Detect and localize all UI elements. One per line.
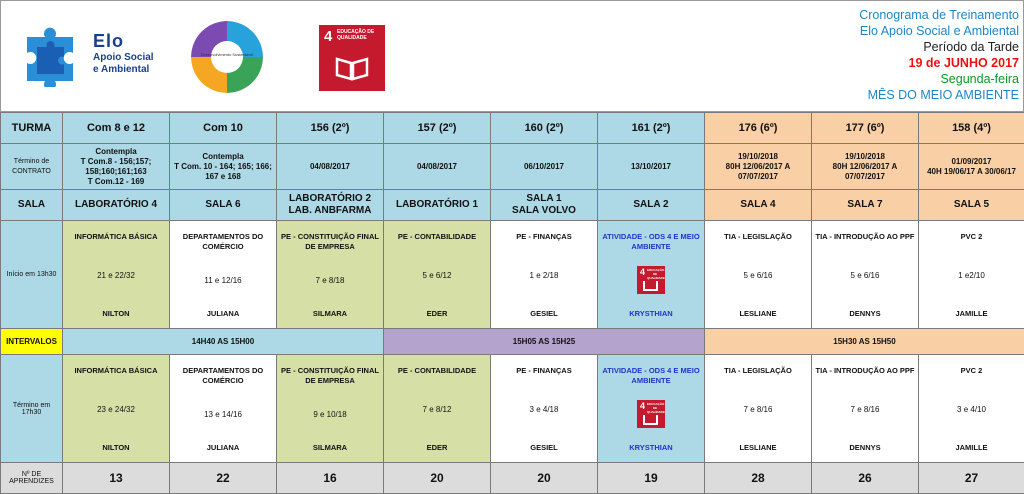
aula-instrutor: JULIANA: [207, 443, 240, 452]
turma-cell: 158 (4º): [919, 113, 1024, 144]
aula-disciplina: TIA - INTRODUÇÃO AO PPF: [815, 366, 914, 376]
sala-label: SALA: [1, 190, 63, 221]
aula-disciplina: PE - CONTABILIDADE: [398, 232, 476, 242]
aprendizes-cell: 16: [277, 463, 384, 494]
aula-disciplina: ATIVIDADE - ODS 4 E MEIO AMBIENTE: [600, 232, 702, 252]
aula-conteudo: 21 e 22/32: [97, 271, 135, 280]
aula-conteudo: 13 e 14/16: [204, 410, 242, 419]
sala-cell: SALA 7: [812, 190, 919, 221]
aula-conteudo: 23 e 24/32: [97, 405, 135, 414]
sala-cell: SALA 4: [705, 190, 812, 221]
aula-disciplina: PVC 2: [961, 366, 983, 376]
header-org: Elo Apoio Social e Ambiental: [859, 23, 1019, 39]
aula-disciplina: ATIVIDADE - ODS 4 E MEIO AMBIENTE: [600, 366, 702, 386]
elo-logo-title: Elo: [93, 31, 154, 52]
book-icon: [335, 55, 369, 81]
schedule-table: [0, 112, 1024, 494]
aula-instrutor: DENNYS: [849, 443, 880, 452]
header-period: Período da Tarde: [859, 39, 1019, 55]
aprendizes-cell: 20: [491, 463, 598, 494]
termino-row: [1, 355, 1024, 463]
sala-cell: SALA 6: [170, 190, 277, 221]
contrato-cell: 06/10/2017: [491, 144, 598, 190]
aula-instrutor: EDER: [427, 309, 448, 318]
intervalo-cell: 15H30 AS 15H50: [705, 329, 1024, 355]
aula-instrutor: EDER: [427, 443, 448, 452]
aula-conteudo: 1 e 2/18: [530, 271, 559, 280]
aprendizes-label: Nº DE APRENDIZES: [1, 463, 63, 494]
ods-4-mini-icon: [637, 266, 665, 294]
aprendizes-row: [1, 463, 1024, 494]
contrato-cell: Contempla T Com.8 - 156;157; 158;160;161;163 T Com.12 - 169: [63, 144, 170, 190]
contrato-cell: 13/10/2017: [598, 144, 705, 190]
aula-disciplina: TIA - LEGISLAÇÃO: [724, 366, 792, 376]
turma-cell: Com 10: [170, 113, 277, 144]
aula-cell: [491, 355, 598, 463]
aula-disciplina: PE - FINANÇAS: [516, 366, 571, 376]
aprendizes-cell: 22: [170, 463, 277, 494]
aula-disciplina: PE - FINANÇAS: [516, 232, 571, 242]
contrato-cell: 04/08/2017: [277, 144, 384, 190]
aprendizes-cell: 26: [812, 463, 919, 494]
inicio-row: [1, 221, 1024, 329]
aula-cell: [277, 355, 384, 463]
aprendizes-cell: 27: [919, 463, 1024, 494]
aula-cell: [598, 355, 705, 463]
aula-disciplina: DEPARTAMENTOS DO COMÉRCIO: [172, 366, 274, 386]
ods-4-logo: [319, 25, 385, 91]
elo-logo-sub1: Apoio Social: [93, 52, 154, 64]
sustainable-development-label: Desenvolvimento Sustentável: [201, 52, 254, 57]
book-icon: [643, 281, 658, 291]
turma-row: [1, 113, 1024, 144]
aula-disciplina: DEPARTAMENTOS DO COMÉRCIO: [172, 232, 274, 252]
aula-cell: [63, 221, 170, 329]
aula-instrutor: SILMARA: [313, 443, 347, 452]
aula-instrutor: LESLIANE: [739, 309, 776, 318]
contrato-cell: 04/08/2017: [384, 144, 491, 190]
aula-instrutor: JAMILLE: [955, 309, 987, 318]
aula-instrutor: KRYSTHIAN: [629, 309, 672, 318]
aula-instrutor: KRYSTHIAN: [629, 443, 672, 452]
aula-conteudo: 3 e 4/10: [957, 405, 986, 414]
contrato-cell: 19/10/2018 80H 12/06/2017 A 07/07/2017: [705, 144, 812, 190]
intervalo-cell: 14H40 AS 15H00: [63, 329, 384, 355]
aula-instrutor: NILTON: [102, 309, 129, 318]
ods-text: EDUCAÇÃO DE QUALIDADE: [337, 29, 381, 41]
aula-cell: [598, 221, 705, 329]
aula-instrutor: NILTON: [102, 443, 129, 452]
book-icon: [643, 415, 658, 425]
ods-number: 4: [324, 28, 332, 45]
aula-conteudo: 5 e 6/16: [744, 271, 773, 280]
aula-instrutor: DENNYS: [849, 309, 880, 318]
contrato-cell: 19/10/2018 80H 12/06/2017 A 07/07/2017: [812, 144, 919, 190]
aula-disciplina: INFORMÁTICA BÁSICA: [74, 232, 157, 242]
ods-4-mini-icon: [637, 400, 665, 428]
aula-instrutor: SILMARA: [313, 309, 347, 318]
sala-cell: SALA 2: [598, 190, 705, 221]
aula-conteudo: 7 e 8/16: [744, 405, 773, 414]
turma-cell: 157 (2º): [384, 113, 491, 144]
sala-cell: LABORATÓRIO 2 LAB. ANBFARMA: [277, 190, 384, 221]
aula-cell: [705, 355, 812, 463]
aula-cell: [277, 221, 384, 329]
sala-cell: SALA 1 SALA VOLVO: [491, 190, 598, 221]
aula-disciplina: PVC 2: [961, 232, 983, 242]
turma-cell: 160 (2º): [491, 113, 598, 144]
aula-cell: [919, 221, 1024, 329]
aula-disciplina: PE - CONTABILIDADE: [398, 366, 476, 376]
intervalo-cell: 15H05 AS 15H25: [384, 329, 705, 355]
aprendizes-cell: 28: [705, 463, 812, 494]
sustainable-development-logo: [191, 21, 263, 93]
contrato-row: [1, 144, 1024, 190]
aula-conteudo: 5 e 6/12: [423, 271, 452, 280]
aprendizes-cell: 19: [598, 463, 705, 494]
elo-logo-sub2: e Ambiental: [93, 64, 154, 76]
contrato-cell: Contempla T Com. 10 - 164; 165; 166; 167 e 168: [170, 144, 277, 190]
aula-conteudo: 5 e 6/16: [851, 271, 880, 280]
sala-row: [1, 190, 1024, 221]
sala-cell: LABORATÓRIO 4: [63, 190, 170, 221]
header-title: Cronograma de Treinamento: [859, 7, 1019, 23]
sala-cell: SALA 5: [919, 190, 1024, 221]
intervalos-row: [1, 329, 1024, 355]
aula-conteudo: 9 e 10/18: [313, 410, 346, 419]
turma-label: TURMA: [1, 113, 63, 144]
aula-disciplina: TIA - LEGISLAÇÃO: [724, 232, 792, 242]
turma-cell: 161 (2º): [598, 113, 705, 144]
aula-cell: [812, 355, 919, 463]
header-weekday: Segunda-feira: [859, 71, 1019, 87]
aula-instrutor: GESIEL: [530, 443, 558, 452]
aula-instrutor: LESLIANE: [739, 443, 776, 452]
turma-cell: 177 (6º): [812, 113, 919, 144]
aula-cell: [170, 221, 277, 329]
aula-disciplina: PE - CONSTITUIÇÃO FINAL DE EMPRESA: [279, 366, 381, 386]
intervalos-label: INTERVALOS: [1, 329, 63, 355]
aula-cell: [705, 221, 812, 329]
contrato-label: Término de CONTRATO: [1, 144, 63, 190]
aula-disciplina: PE - CONSTITUIÇÃO FINAL DE EMPRESA: [279, 232, 381, 252]
header-theme: MÊS DO MEIO AMBIENTE: [859, 87, 1019, 103]
sala-cell: LABORATÓRIO 1: [384, 190, 491, 221]
aula-conteudo: 3 e 4/18: [530, 405, 559, 414]
contrato-cell: 01/09/2017 40H 19/06/17 A 30/06/17: [919, 144, 1024, 190]
aula-cell: [384, 221, 491, 329]
aula-cell: [919, 355, 1024, 463]
ods-mini-text: EDUCAÇÃO DE QUALIDADE: [647, 268, 663, 280]
turma-cell: 176 (6º): [705, 113, 812, 144]
aula-instrutor: GESIEL: [530, 309, 558, 318]
turma-cell: 156 (2º): [277, 113, 384, 144]
header-date: 19 de JUNHO 2017: [859, 55, 1019, 71]
ods-mini-text: EDUCAÇÃO DE QUALIDADE: [647, 402, 663, 414]
aula-instrutor: JAMILLE: [955, 443, 987, 452]
aula-disciplina: INFORMÁTICA BÁSICA: [74, 366, 157, 376]
aula-cell: [812, 221, 919, 329]
header-info: [859, 7, 1019, 103]
termino-label: Término em 17h30: [1, 355, 63, 463]
aula-conteudo: 7 e 8/16: [851, 405, 880, 414]
turma-cell: Com 8 e 12: [63, 113, 170, 144]
aula-cell: [170, 355, 277, 463]
ods-mini-number: 4: [640, 401, 645, 411]
aula-conteudo: 11 e 12/16: [204, 276, 241, 285]
ods-mini-number: 4: [640, 267, 645, 277]
aula-cell: [384, 355, 491, 463]
aula-conteudo: 7 e 8/18: [316, 276, 345, 285]
aula-conteudo: 1 e2/10: [958, 271, 985, 280]
aula-conteudo: 7 e 8/12: [423, 405, 452, 414]
aula-cell: [63, 355, 170, 463]
aprendizes-cell: 13: [63, 463, 170, 494]
aprendizes-cell: 20: [384, 463, 491, 494]
aula-cell: [491, 221, 598, 329]
elo-logo-text: [93, 31, 154, 76]
inicio-label: Início em 13h30: [1, 221, 63, 329]
page-header: [0, 0, 1024, 112]
aula-instrutor: JULIANA: [207, 309, 240, 318]
aula-disciplina: TIA - INTRODUÇÃO AO PPF: [815, 232, 914, 242]
